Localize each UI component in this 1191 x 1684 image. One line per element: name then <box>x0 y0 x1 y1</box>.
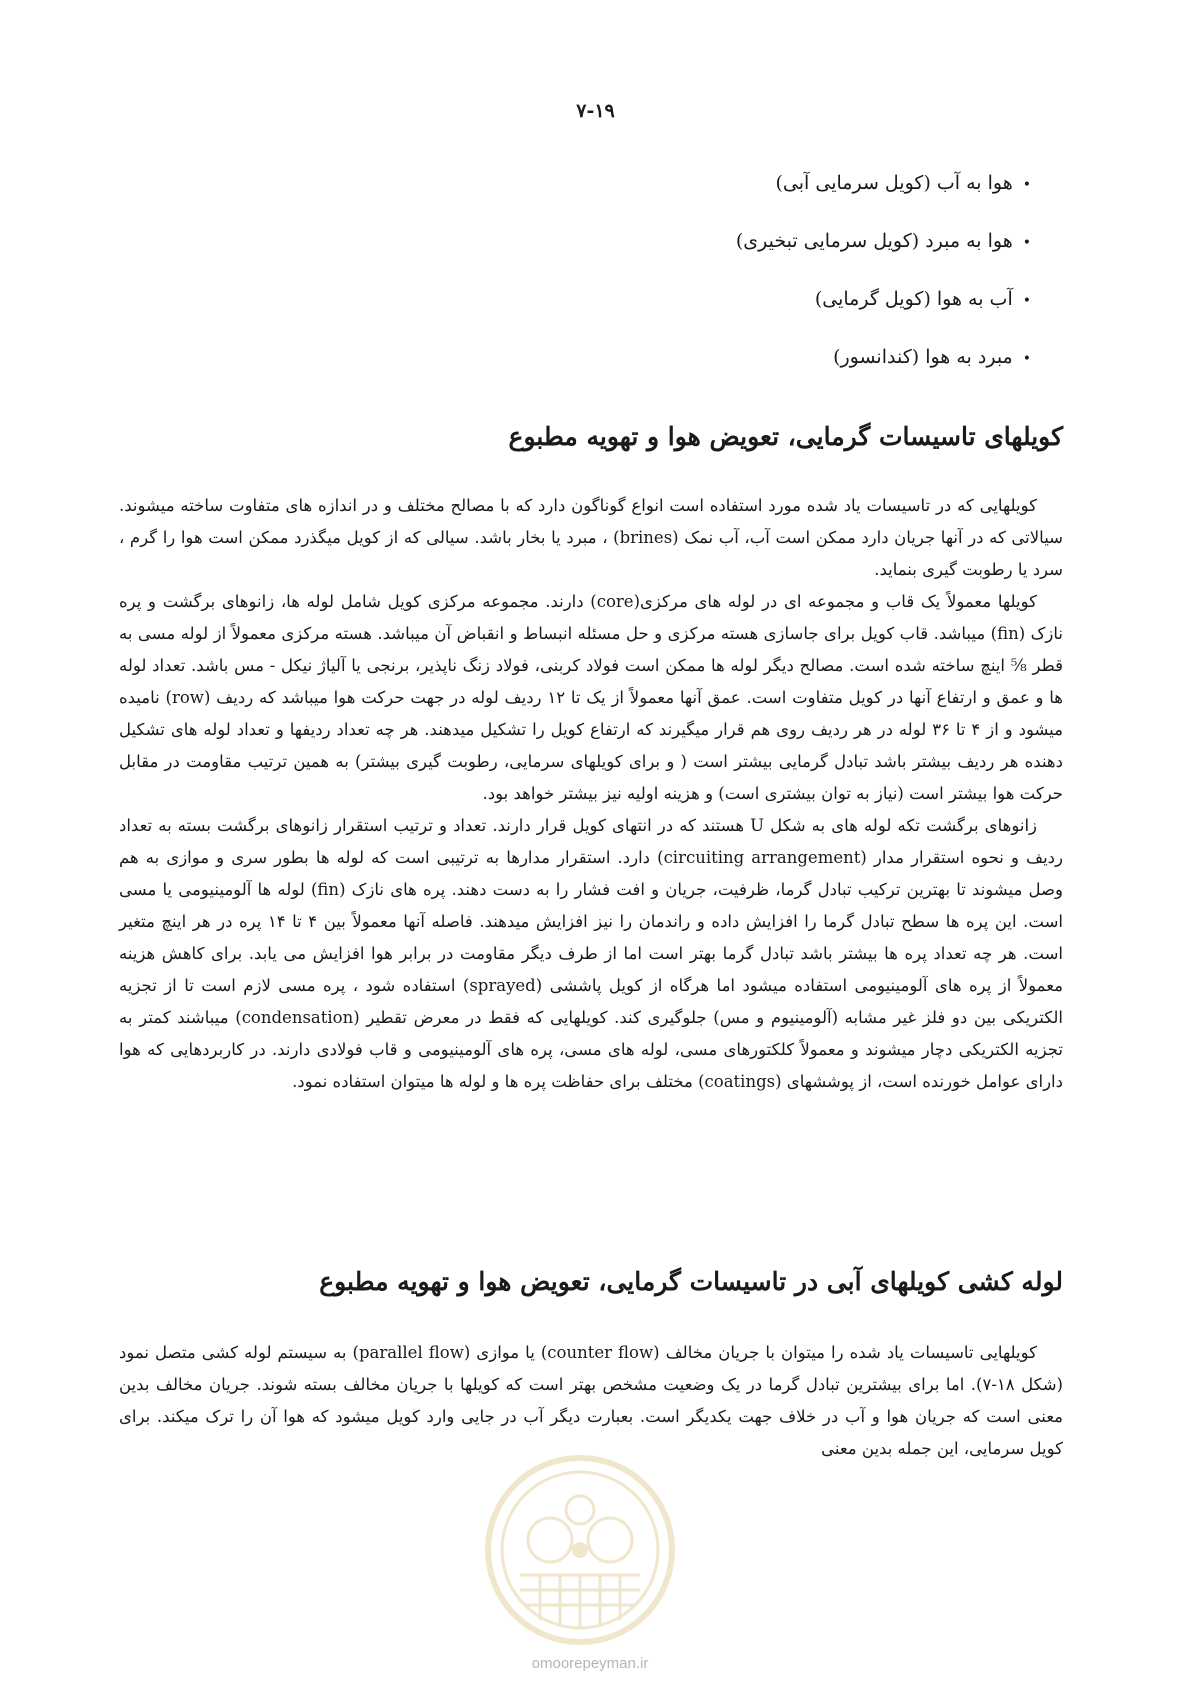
list-item <box>431 342 1031 400</box>
bullet-dot-icon: • <box>1022 177 1031 193</box>
page-number: ۷-۱۹ <box>576 100 615 122</box>
bullet-list <box>431 168 1031 400</box>
watermark-seal-icon <box>480 1450 680 1650</box>
section-body-coils <box>119 490 1063 1098</box>
list-item <box>431 226 1031 284</box>
section-body-piping <box>119 1337 1063 1465</box>
watermark-site: omoorepeyman.ir <box>531 1655 649 1672</box>
bullet-dot-icon: • <box>1022 293 1031 309</box>
paragraph: کویلهایی تاسیسات یاد شده را میتوان با جریان مخالف (counter flow) یا موازی (parallel flow) به سیستم لوله کشی متصل نمود (شکل ۱۸-۷). اما برای بیشترین تبادل گرما در یک وضعیت مشخص بهتر است که کویلها با جریان مخالف بسته شوند. جریان مخالف بدین معنی است که جریان هوا و آب در خلاف جهت یکدیگر است. بعبارت دیگر آب در جایی وارد کویل میشود که هوا آن را ترک میکند. برای کویل سرمایی، این جمله بدین معنی <box>119 1343 1063 1458</box>
bullet-text: هوا به مبرد (کویل سرمایی تبخیری) <box>735 230 1013 252</box>
list-item <box>431 168 1031 226</box>
bullet-text: مبرد به هوا (کندانسور) <box>833 346 1013 368</box>
section-heading-piping: لوله کشی کویلهای آبی در تاسیسات گرمایی، تعویض هوا و تهویه مطبوع <box>319 1267 1063 1296</box>
bullet-dot-icon: • <box>1022 351 1031 367</box>
paragraph: زانوهای برگشت تکه لوله های به شکل U هستند که در انتهای کویل قرار دارند. تعداد و ترتیب استقرار زانوهای برگشت بسته به تعداد ردیف و نحوه استقرار مدار (circuiting arrangement) دارد. استقرار مدارها به ترتیبی است که لوله ها بطور سری و موازی به هم وصل میشوند تا بهترین ترکیب تبادل گرما، ظرفیت، جریان و افت فشار را به دست دهند. پره های نازک (fin) لوله ها آلومینیومی یا مسی است. این پره ها سطح تبادل گرما را افزایش داده و راندمان را نیز افزایش میدهند. فاصله آنها معمولاً بین ۴ تا ۱۴ پره در هر اینچ متغیر است. هر چه تعداد پره ها بیشتر باشد تبادل گرما بهتر است اما از طرف دیگر مقاومت در برابر هوا افزایش می یابد. برای کاهش هزینه معمولاً از پره های آلومینیومی استفاده میشود اما هرگاه از کویل پاششی (sprayed) استفاده شود ، پره مسی لازم است تا از تجزیه الکتریکی بین دو فلز غیر مشابه (آلومینیوم و مس) جلوگیری کند. کویلهایی که فقط در معرض تقطیر (condensation) میباشند کمتر به تجزیه الکتریکی دچار میشوند و معمولاً کلکتورهای مسی، لوله های مسی، پره های آلومینیومی و قاب فولادی دارند. در کاربردهایی که هوا دارای عوامل خورنده است، از پوششهای (coatings) مختلف برای حفاظت پره ها و لوله ها میتوان استفاده نمود. <box>119 816 1063 1091</box>
bullet-dot-icon: • <box>1022 235 1031 251</box>
bullet-text: هوا به آب (کویل سرمایی آبی) <box>775 172 1013 194</box>
paragraph: کویلها معمولاً یک قاب و مجموعه ای در لوله های مرکزی(core) دارند. مجموعه مرکزی کویل شامل لوله ها، زانوهای برگشت و پره نازک (fin) میباشد. قاب کویل برای جاسازی هسته مرکزی و حل مسئله انبساط و انقباض آن میباشد. هسته مرکزی معمولاً از لوله مسی به قطر ⅝ اینچ ساخته شده است. مصالح دیگر لوله ها ممکن است فولاد کربنی، فولاد زنگ ناپذیر، برنجی یا آلیاژ نیکل - مس باشد. تعداد لوله ها و عمق و ارتفاع آنها در کویل متفاوت است. عمق آنها معمولاً از یک تا ۱۲ ردیف لوله در جهت حرکت هوا میباشد که ردیف (row) نامیده میشود و از ۴ تا ۳۶ لوله در هر ردیف روی هم قرار میگیرند که ارتفاع کویل را تشکیل میدهند. هر چه تعداد ردیفها و تعداد لوله های تشکیل دهنده هر ردیف بیشتر باشد تبادل گرمایی بیشتر است ( و برای کویلهای سرمایی، رطوبت گیری بیشتر) به همین ترتیب مقاومت در مقابل حرکت هوا بیشتر است (نیاز به توان بیشتری است) و هزینه اولیه نیز بیشتر خواهد بود. <box>119 592 1064 803</box>
bullet-text: آب به هوا (کویل گرمایی) <box>814 288 1013 310</box>
section-heading-coils: کویلهای تاسیسات گرمایی، تعویض هوا و تهویه مطبوع <box>508 422 1063 451</box>
paragraph: کویلهایی که در تاسیسات یاد شده مورد استفاده است انواع گوناگون دارد که با مصالح مختلف و در اندازه های متفاوت ساخته میشوند. سیالاتی که در آنها جریان دارد ممکن است آب، آب نمک (brines) ، مبرد یا بخار باشد. سیالی که از کویل میگذرد ممکن است هوا را گرم ، سرد یا رطوبت گیری بنماید. <box>119 496 1064 579</box>
list-item <box>431 284 1031 342</box>
